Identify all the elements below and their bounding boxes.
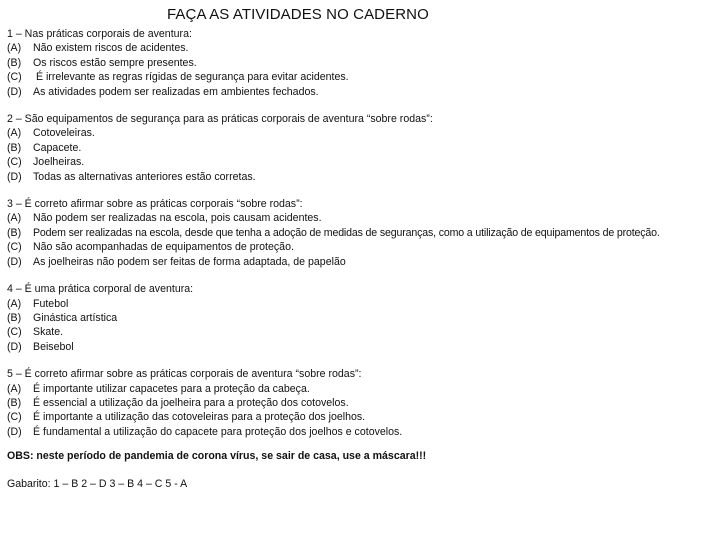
option-letter: (C) — [7, 241, 22, 254]
option-text: Não podem ser realizadas na escola, pois causam acidentes. — [33, 212, 322, 225]
option-letter: (D) — [7, 255, 22, 268]
option-letter: (B) — [7, 141, 22, 154]
option-text: É essencial a utilização da joelheira para a proteção dos cotovelos. — [33, 396, 349, 409]
option-letter: (C) — [7, 156, 22, 169]
option-letter: (A) — [7, 212, 22, 225]
question-5 — [7, 367, 720, 439]
question-4 — [7, 282, 720, 354]
page-title: FAÇA AS ATIVIDADES NO CADERNO — [167, 6, 429, 23]
option-letter: (A) — [7, 297, 22, 310]
option-c — [7, 410, 720, 424]
option-d — [7, 425, 720, 439]
option-d — [7, 340, 720, 354]
option-text: É importante a utilização das cotoveleiras para a proteção dos joelhos. — [33, 411, 366, 424]
option-letter: (C) — [7, 411, 22, 424]
option-a — [7, 41, 720, 55]
observation-note: OBS: neste período de pandemia de corona vírus, se sair de casa, use a máscara!!! — [7, 450, 427, 463]
option-letter: (D) — [7, 170, 22, 183]
option-a — [7, 382, 720, 396]
option-letter: (A) — [7, 127, 22, 140]
option-a — [7, 126, 720, 140]
option-letter: (B) — [7, 396, 22, 409]
option-text: Não são acompanhadas de equipamentos de proteção. — [33, 241, 294, 254]
option-d — [7, 170, 720, 184]
option-text: É fundamental a utilização do capacete para proteção dos joelhos e cotovelos. — [33, 425, 403, 438]
option-b — [7, 396, 720, 410]
option-d — [7, 85, 720, 99]
option-b — [7, 226, 720, 240]
option-c — [7, 240, 720, 254]
option-c — [7, 155, 720, 169]
option-text: As atividades podem ser realizadas em ambientes fechados. — [33, 85, 319, 98]
option-c — [7, 70, 720, 84]
option-a — [7, 297, 720, 311]
option-text: É irrelevante as regras rígidas de segurança para evitar acidentes. — [33, 71, 349, 84]
option-a — [7, 211, 720, 225]
option-letter: (C) — [7, 71, 22, 84]
option-text: Futebol — [33, 297, 69, 310]
option-text: Não existem riscos de acidentes. — [33, 42, 189, 55]
question-stem: 2 – São equipamentos de segurança para as práticas corporais de aventura “sobre rodas”: — [7, 113, 433, 126]
option-letter: (A) — [7, 42, 22, 55]
option-text: Todas as alternativas anteriores estão corretas. — [33, 170, 256, 183]
question-stem: 5 – É correto afirmar sobre as práticas corporais de aventura “sobre rodas”: — [7, 368, 362, 381]
answer-key: Gabarito: 1 – B 2 – D 3 – B 4 – C 5 - A — [7, 478, 188, 491]
option-text: É importante utilizar capacetes para a proteção da cabeça. — [33, 382, 310, 395]
option-text: Ginástica artística — [33, 311, 118, 324]
option-c — [7, 325, 720, 339]
option-text: Cotoveleiras. — [33, 127, 95, 140]
option-letter: (D) — [7, 340, 22, 353]
question-3 — [7, 197, 720, 269]
option-b — [7, 311, 720, 325]
option-text: Beisebol — [33, 340, 74, 353]
question-stem: 3 – É correto afirmar sobre as práticas corporais “sobre rodas”: — [7, 198, 303, 211]
option-text: Capacete. — [33, 141, 82, 154]
option-d — [7, 255, 720, 269]
option-b — [7, 141, 720, 155]
option-letter: (D) — [7, 425, 22, 438]
option-text: Podem ser realizadas na escola, desde que tenha a adoção de medidas de seguranças, como a utilização de equipamentos de proteção. — [33, 226, 660, 239]
option-text: Joelheiras. — [33, 156, 85, 169]
question-2 — [7, 112, 720, 184]
option-b — [7, 56, 720, 70]
option-letter: (B) — [7, 226, 22, 239]
question-1 — [7, 27, 720, 99]
option-letter: (D) — [7, 85, 22, 98]
option-text: Skate. — [33, 326, 64, 339]
option-letter: (B) — [7, 311, 22, 324]
option-letter: (A) — [7, 382, 22, 395]
option-letter: (B) — [7, 56, 22, 69]
question-stem: 4 – É uma prática corporal de aventura: — [7, 283, 194, 296]
option-letter: (C) — [7, 326, 22, 339]
option-text: As joelheiras não podem ser feitas de forma adaptada, de papelão — [33, 255, 346, 268]
question-stem: 1 – Nas práticas corporais de aventura: — [7, 28, 192, 40]
option-text: Os riscos estão sempre presentes. — [33, 56, 197, 69]
